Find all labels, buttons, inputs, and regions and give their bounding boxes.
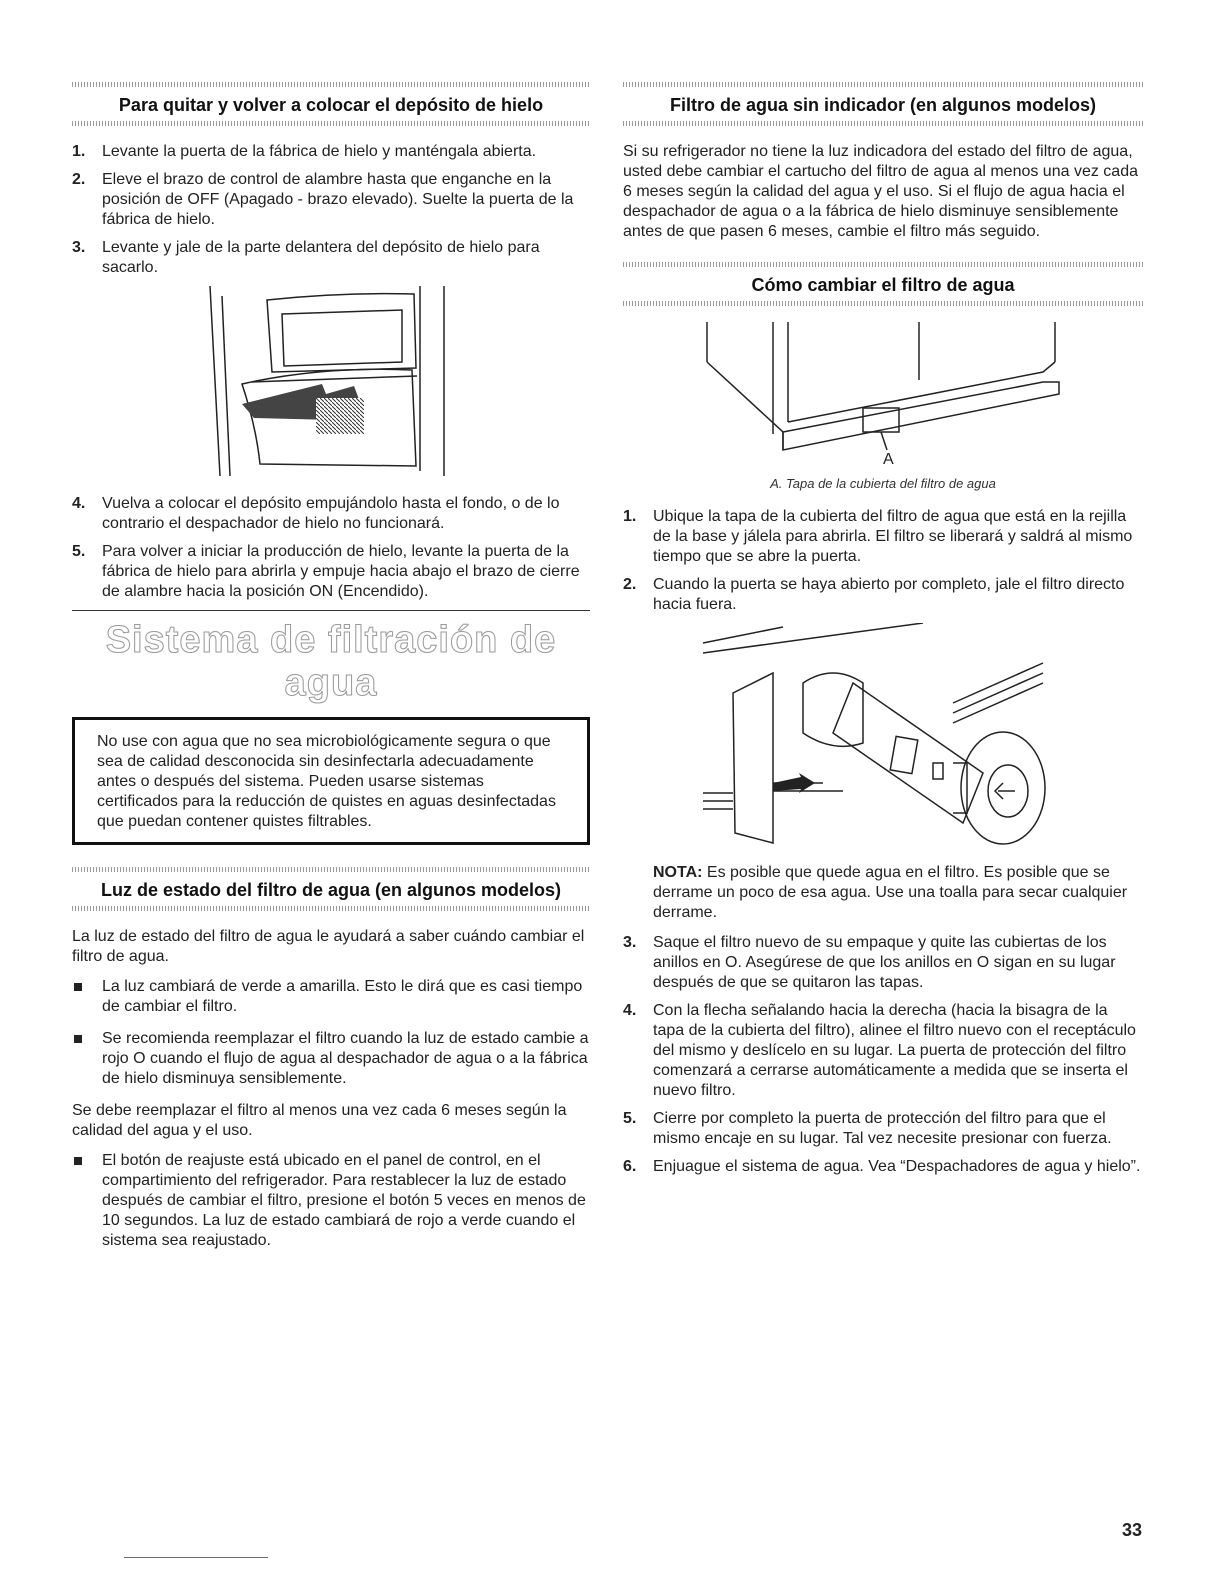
step-text: Cuando la puerta se haya abierto por completo, jale el filtro directo hacia fuera.	[653, 576, 1125, 613]
grille-drawing	[623, 322, 1143, 472]
status-light-section-header	[72, 857, 590, 919]
left-column	[72, 72, 590, 1263]
hatch-divider	[72, 867, 590, 872]
status-middle: Se debe reemplazar el filtro al menos una vez cada 6 meses según la calidad del agua y el uso.	[72, 1102, 567, 1139]
status-bullets	[72, 977, 590, 1089]
step-number: 1.	[72, 143, 86, 160]
section-rule	[72, 610, 590, 611]
change-filter-steps	[623, 507, 1143, 615]
status-intro: La luz de estado del filtro de agua le ayudará a saber cuándo cambiar el filtro de agua.	[72, 928, 585, 965]
step-text: Para volver a iniciar la producción de hielo, levante la puerta de la fábrica de hielo para abrirla y empuje hacia abajo el brazo de cierre de alambre hacia la posición ON (Encendido).	[102, 543, 580, 600]
hatch-divider	[72, 121, 590, 126]
list-item	[72, 494, 590, 534]
right-column	[623, 72, 1143, 1185]
ice-bin-section-header	[72, 72, 590, 134]
hatch-divider	[623, 301, 1143, 306]
step-text: Enjuague el sistema de agua. Vea “Despachadores de agua y hielo”.	[653, 1158, 1141, 1175]
step-text: Eleve el brazo de control de alambre hasta que enganche en la posición de OFF (Apagado - brazo elevado). Suelte la puerta de la fábrica de hielo.	[102, 171, 574, 228]
ice-bin-section-title: Para quitar y volver a colocar el depósito de hielo	[118, 95, 544, 115]
list-item	[72, 170, 590, 230]
list-item	[623, 1001, 1143, 1101]
change-filter-section-header	[623, 252, 1143, 314]
nota-paragraph	[623, 863, 1143, 923]
bullet-text: Se recomienda reemplazar el filtro cuando la luz de estado cambie a rojo O cuando el flujo de agua al despachador de agua o a la fábrica de hielo disminuya sensiblemente.	[102, 1030, 589, 1087]
list-item	[72, 542, 590, 602]
filter-cartridge-drawing	[623, 623, 1143, 863]
warning-box: No use con agua que no sea microbiológicamente segura o que sea de calidad desconocida sin desinfectarla adecuadamente antes o después del sistema. Pueden usarse sistemas certificados para la reducción de quistes en aguas desinfectadas que puedan contener quistes filtrables.	[72, 717, 590, 845]
list-item	[623, 575, 1143, 615]
no-indicator-section-header	[623, 72, 1143, 134]
hatch-divider	[623, 82, 1143, 87]
filter-removal-illustration	[623, 623, 1143, 863]
list-item	[623, 1109, 1143, 1149]
step-number: 5.	[72, 543, 86, 560]
hatch-divider	[623, 262, 1143, 267]
no-indicator-text: Si su refrigerador no tiene la luz indicadora del estado del filtro de agua, usted debe cambiar el cartucho del filtro de agua al menos una vez cada 6 meses según la calidad del agua y el uso. Si el flujo de agua hacia el despachador de agua o a la fábrica de hielo disminuye sensiblemente antes de que pasen 6 meses, cambie el filtro más seguido.	[623, 143, 1138, 240]
step-number: 4.	[623, 1002, 637, 1019]
step-text: Levante la puerta de la fábrica de hielo y manténgala abierta.	[102, 143, 537, 160]
figure-label-a: A	[883, 451, 894, 468]
status-light-section-title: Luz de estado del filtro de agua (en algunos modelos)	[100, 880, 562, 900]
change-filter-steps-continued	[623, 933, 1143, 1177]
list-item	[623, 1157, 1143, 1177]
change-filter-section-title: Cómo cambiar el filtro de agua	[751, 275, 1015, 295]
list-item	[72, 142, 590, 162]
nota-text: Es posible que quede agua en el filtro. Es posible que se derrame un poco de esa agua. Use una toalla para secar cualquier derrame.	[653, 864, 1128, 921]
step-number: 4.	[72, 495, 86, 512]
hatch-divider	[72, 82, 590, 87]
step-text: Ubique la tapa de la cubierta del filtro de agua que está en la rejilla de la base y jálela para abrirla. El filtro se liberará y saldrá al mismo tiempo que se abre la puerta.	[653, 508, 1133, 565]
bullet-square-icon	[74, 1035, 82, 1043]
list-item	[72, 1151, 590, 1251]
list-item	[72, 1029, 590, 1089]
step-text: Cierre por completo la puerta de protección del filtro para que el mismo encaje en su lugar. Tal vez necesite presionar con fuerza.	[653, 1110, 1112, 1147]
list-item	[72, 238, 590, 278]
step-text: Saque el filtro nuevo de su empaque y quite las cubiertas de los anillos en O. Asegúrese de que los anillos en O sigan en su lugar después de que se quitaron las tapas.	[653, 934, 1116, 991]
footer-link-line	[124, 1557, 268, 1558]
nota-label: NOTA:	[653, 864, 703, 881]
bullet-square-icon	[74, 983, 82, 991]
step-number: 3.	[623, 934, 637, 951]
bullet-text: La luz cambiará de verde a amarilla. Esto le dirá que es casi tiempo de cambiar el filtro.	[102, 978, 583, 1015]
step-number: 6.	[623, 1158, 637, 1175]
bullet-text: El botón de reajuste está ubicado en el panel de control, en el compartimiento del refrigerador. Para restablecer la luz de estado después de cambiar el filtro, presione el botón 5 veces en menos de 10 segundos. La luz de estado cambiará de rojo a verde cuando el sistema sea reajustado.	[102, 1152, 586, 1249]
filter-cover-illustration	[623, 322, 1143, 472]
status-bullets-2	[72, 1151, 590, 1251]
bullet-square-icon	[74, 1157, 82, 1165]
step-text: Con la flecha señalando hacia la derecha (hacia la bisagra de la tapa de la cubierta del filtro), alinee el filtro nuevo con el receptáculo del mismo y deslícelo en su lugar. La puerta de protección del filtro comenzará a cerrarse automáticamente a medida que se inserta el nuevo filtro.	[653, 1002, 1136, 1099]
ice-bin-illustration	[72, 286, 590, 486]
hatch-divider	[72, 906, 590, 911]
list-item	[72, 977, 590, 1017]
figure-caption: A. Tapa de la cubierta del filtro de agua	[770, 476, 996, 491]
step-number: 2.	[623, 576, 637, 593]
page-number: 33	[1121, 1520, 1142, 1540]
hatch-divider	[623, 121, 1143, 126]
step-number: 1.	[623, 508, 637, 525]
step-number: 2.	[72, 171, 86, 188]
water-filtration-title: Sistema de filtración de agua	[105, 619, 557, 704]
list-item	[623, 507, 1143, 567]
step-number: 5.	[623, 1110, 637, 1127]
no-indicator-section-title: Filtro de agua sin indicador (en algunos modelos)	[669, 95, 1097, 115]
step-text: Vuelva a colocar el depósito empujándolo hasta el fondo, o de lo contrario el despachador de hielo no funcionará.	[102, 495, 560, 532]
ice-bin-steps-continued	[72, 494, 590, 602]
ice-bin-drawing	[72, 286, 590, 486]
step-number: 3.	[72, 239, 86, 256]
ice-bin-steps	[72, 142, 590, 278]
step-text: Levante y jale de la parte delantera del depósito de hielo para sacarlo.	[102, 239, 540, 276]
list-item	[623, 933, 1143, 993]
